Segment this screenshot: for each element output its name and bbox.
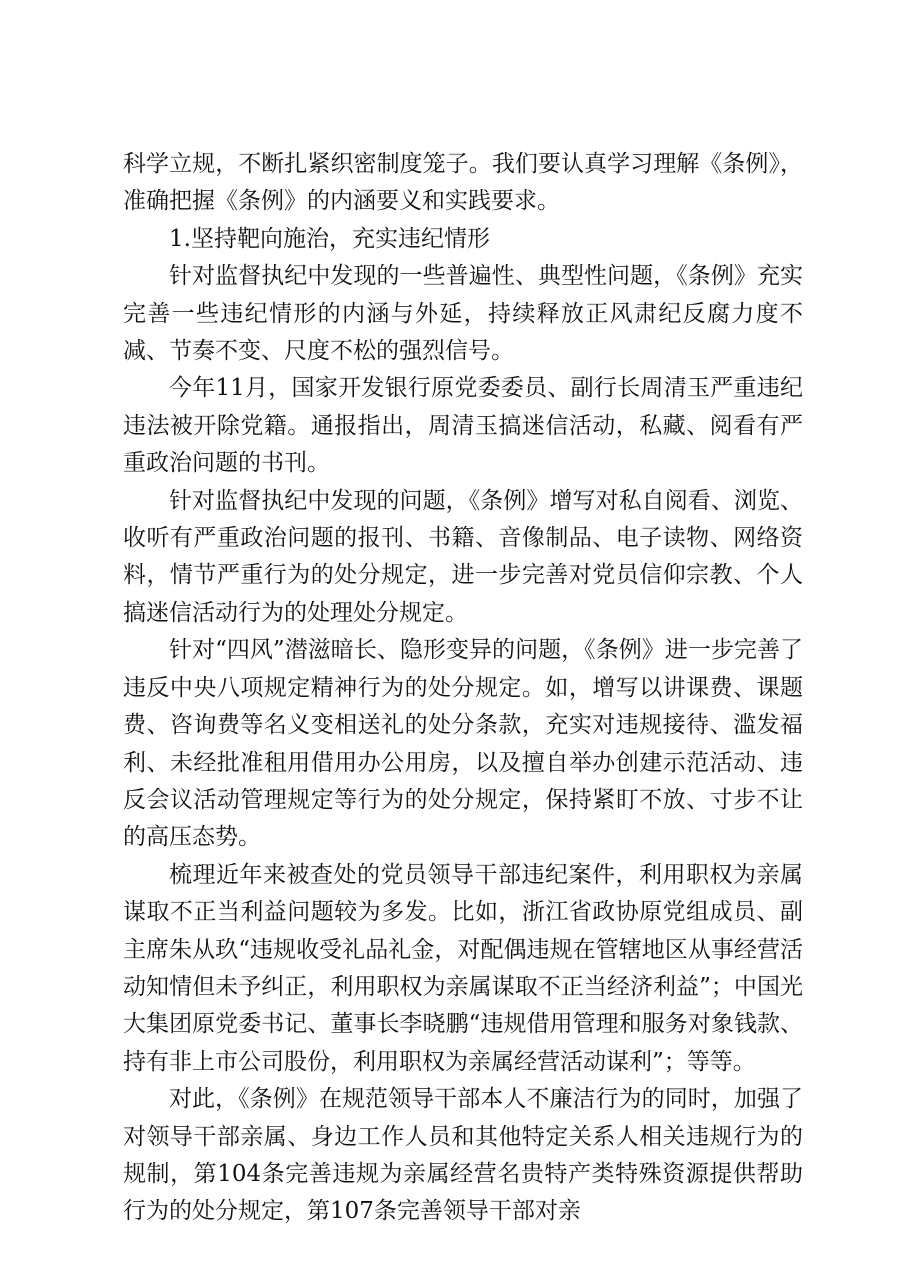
document-body [123, 146, 803, 1231]
paragraph: 针对监督执纪中发现的一些普遍性、典型性问题，《条例》充实完善一些违纪情形的内涵与外延，持续释放正风肃纪反腐力度不减、节奏不变、尺度不松的强烈信号。 [123, 263, 803, 365]
paragraph: 针对监督执纪中发现的问题，《条例》增写对私自阅看、浏览、收听有严重政治问题的报刊、书籍、音像制品、电子读物、网络资料，情节严重行为的处分规定，进一步完善对党员信仰宗教、个人搞迷信活动行为的处理处分规定。 [123, 487, 803, 626]
paragraph: 针对“四风”潜滋暗长、隐形变异的问题，《条例》进一步完善了违反中央八项规定精神行为的处分规定。如，增写以讲课费、课题费、咨询费等名义变相送礼的处分条款，充实对违规接待、滥发福利、未经批准租用借用办公用房，以及擅自举办创建示范活动、违反会议活动管理规定等行为的处分规定，保持紧盯不放、寸步不让的高压态势。 [123, 637, 803, 851]
paragraph: 科学立规，不断扎紧织密制度笼子。我们要认真学习理解《条例》，准确把握《条例》的内涵要义和实践要求。 [123, 151, 803, 215]
section-heading: 1.坚持靶向施治，充实违纪情形 [169, 225, 490, 252]
paragraph: 今年11月，国家开发银行原党委委员、副行长周清玉严重违纪违法被开除党籍。通报指出，周清玉搞迷信活动，私藏、阅看有严重政治问题的书刊。 [123, 375, 803, 477]
paragraph: 梳理近年来被查处的党员领导干部违纪案件，利用职权为亲属谋取不正当利益问题较为多发。比如，浙江省政协原党组成员、副主席朱从玖“违规收受礼品礼金，对配偶违规在管辖地区从事经营活动知情但未予纠正，利用职权为亲属谋取不正当经济利益”；中国光大集团原党委书记、董事长李晓鹏“违规借用管理和服务对象钱款、持有非上市公司股份，利用职权为亲属经营活动谋利”；等等。 [123, 861, 803, 1075]
paragraph: 对此，《条例》在规范领导干部本人不廉洁行为的同时，加强了对领导干部亲属、身边工作人员和其他特定关系人相关违规行为的规制，第104条完善违规为亲属经营名贵特产类特殊资源提供帮助行为的处分规定，第107条完善领导干部对亲 [123, 1086, 803, 1225]
